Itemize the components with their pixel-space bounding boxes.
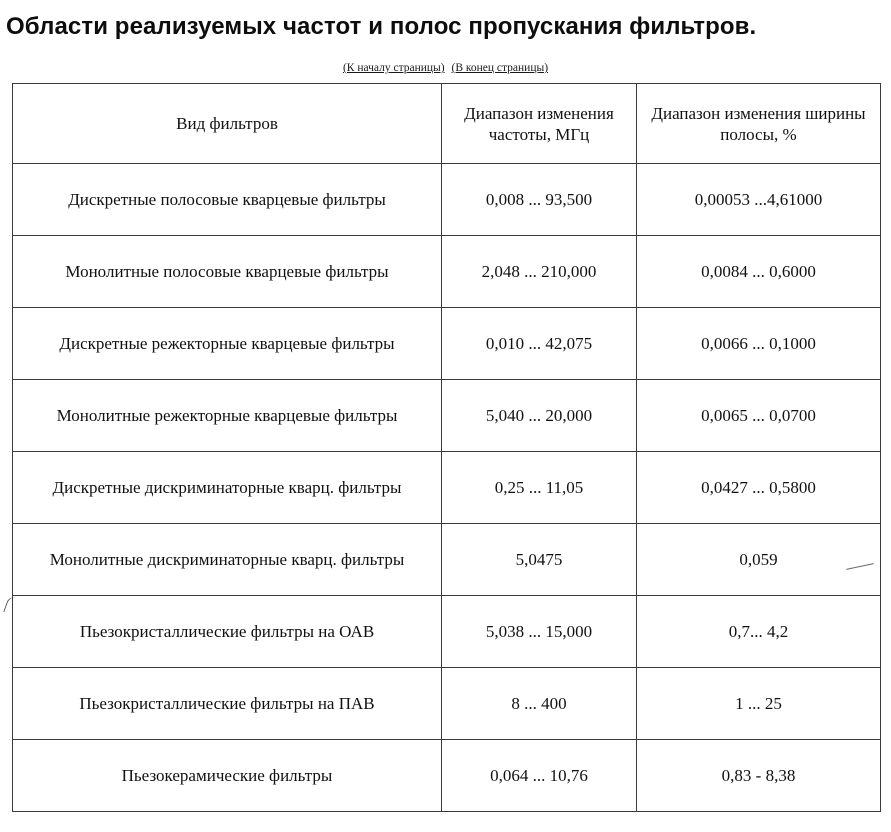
bandwidth-range-cell: 0,0065 ... 0,0700 xyxy=(637,380,881,452)
table-row xyxy=(13,164,881,236)
filter-type-cell: Пьезокристаллические фильтры на ПАВ xyxy=(13,668,442,740)
frequency-range-cell: 5,0475 xyxy=(442,524,637,596)
table-row xyxy=(13,740,881,812)
filter-type-cell: Пьезокерамические фильтры xyxy=(13,740,442,812)
table-row xyxy=(13,452,881,524)
bandwidth-range-cell: 0,7... 4,2 xyxy=(637,596,881,668)
page-title: Области реализуемых частот и полос пропускания фильтров. xyxy=(6,13,757,40)
table-row xyxy=(13,524,881,596)
filter-type-cell: Монолитные полосовые кварцевые фильтры xyxy=(13,236,442,308)
to-end-link[interactable]: (В конец страницы) xyxy=(451,62,549,74)
filter-type-cell: Пьезокристаллические фильтры на ОАВ xyxy=(13,596,442,668)
bandwidth-range-cell: 1 ... 25 xyxy=(637,668,881,740)
page-navigation xyxy=(0,61,891,75)
bandwidth-range-cell: 0,059 xyxy=(637,524,881,596)
bandwidth-range-cell: 0,00053 ...4,61000 xyxy=(637,164,881,236)
frequency-range-cell: 0,010 ... 42,075 xyxy=(442,308,637,380)
bandwidth-range-cell: 0,83 - 8,38 xyxy=(637,740,881,812)
frequency-range-cell: 0,008 ... 93,500 xyxy=(442,164,637,236)
frequency-range-cell: 0,25 ... 11,05 xyxy=(442,452,637,524)
bandwidth-range-cell: 0,0066 ... 0,1000 xyxy=(637,308,881,380)
frequency-range-cell: 2,048 ... 210,000 xyxy=(442,236,637,308)
filter-type-cell: Дискретные дискриминаторные кварц. фильтры xyxy=(13,452,442,524)
filter-type-cell: Дискретные режекторные кварцевые фильтры xyxy=(13,308,442,380)
header-frequency-range: Диапазон изменения частоты, МГц xyxy=(442,84,637,164)
bandwidth-range-cell: 0,0084 ... 0,6000 xyxy=(637,236,881,308)
table-row xyxy=(13,380,881,452)
table-header-row xyxy=(13,84,881,164)
filter-type-cell: Монолитные дискриминаторные кварц. фильтры xyxy=(13,524,442,596)
frequency-range-cell: 8 ... 400 xyxy=(442,668,637,740)
filters-table xyxy=(12,83,881,812)
frequency-range-cell: 0,064 ... 10,76 xyxy=(442,740,637,812)
filter-type-cell: Дискретные полосовые кварцевые фильтры xyxy=(13,164,442,236)
table-row xyxy=(13,596,881,668)
table-row xyxy=(13,668,881,740)
table-row xyxy=(13,236,881,308)
header-filter-type: Вид фильтров xyxy=(13,84,442,164)
filter-type-cell: Монолитные режекторные кварцевые фильтры xyxy=(13,380,442,452)
to-top-link[interactable]: (К началу страницы) xyxy=(342,62,445,74)
bandwidth-range-cell: 0,0427 ... 0,5800 xyxy=(637,452,881,524)
frequency-range-cell: 5,038 ... 15,000 xyxy=(442,596,637,668)
frequency-range-cell: 5,040 ... 20,000 xyxy=(442,380,637,452)
table-row xyxy=(13,308,881,380)
header-bandwidth-range: Диапазон изменения ширины полосы, % xyxy=(637,84,881,164)
